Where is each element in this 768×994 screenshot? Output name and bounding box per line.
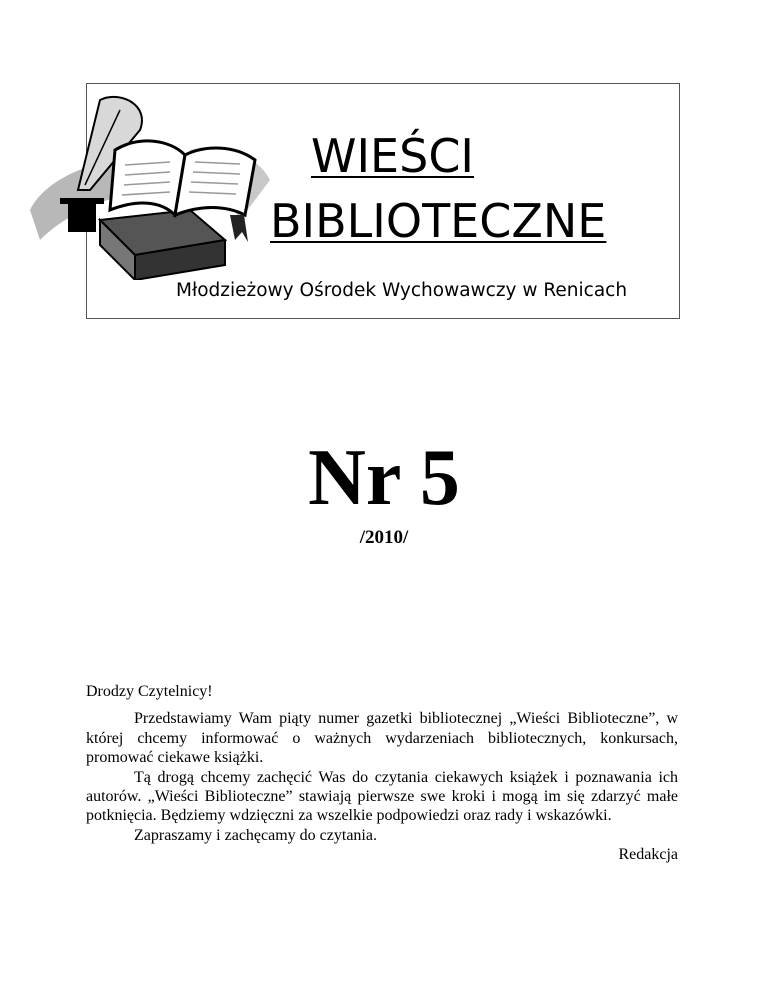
issue-year: /2010/ <box>359 527 409 548</box>
books-quill-inkwell-icon <box>30 90 270 280</box>
title-line-1: WIEŚCI <box>311 129 474 183</box>
letter-greeting: Drodzy Czytelnicy! <box>86 683 213 700</box>
letter-signature: Redakcja <box>618 846 678 864</box>
letter-paragraph: Zapraszamy i zachęcamy do czytania. <box>134 826 377 844</box>
title-line-2: BIBLIOTECZNE <box>270 194 607 248</box>
letter-paragraph: Tą drogą chcemy zachęcić Was do czytania ciekawych książek i poznawania ich autorów. „Wieści Biblioteczne” stawiają pierwsze swe kroki i mogą im się zdarzyć małe potknięcia. Będziemy wdzięczni za wszelkie podpowiedzi oraz rady i wskazówki. <box>86 768 678 825</box>
letter-paragraph: Przedstawiamy Wam piąty numer gazetki bibliotecznej „Wieści Biblioteczne”, w której chcemy informować o ważnych wydarzeniach bibliotecznych, konkursach, promować ciekawe książki. <box>86 710 678 767</box>
editorial-letter <box>86 682 678 865</box>
issue-number: Nr 5 <box>308 434 460 522</box>
masthead-subtitle: Młodzieżowy Ośrodek Wychowawczy w Renicach <box>176 280 628 301</box>
